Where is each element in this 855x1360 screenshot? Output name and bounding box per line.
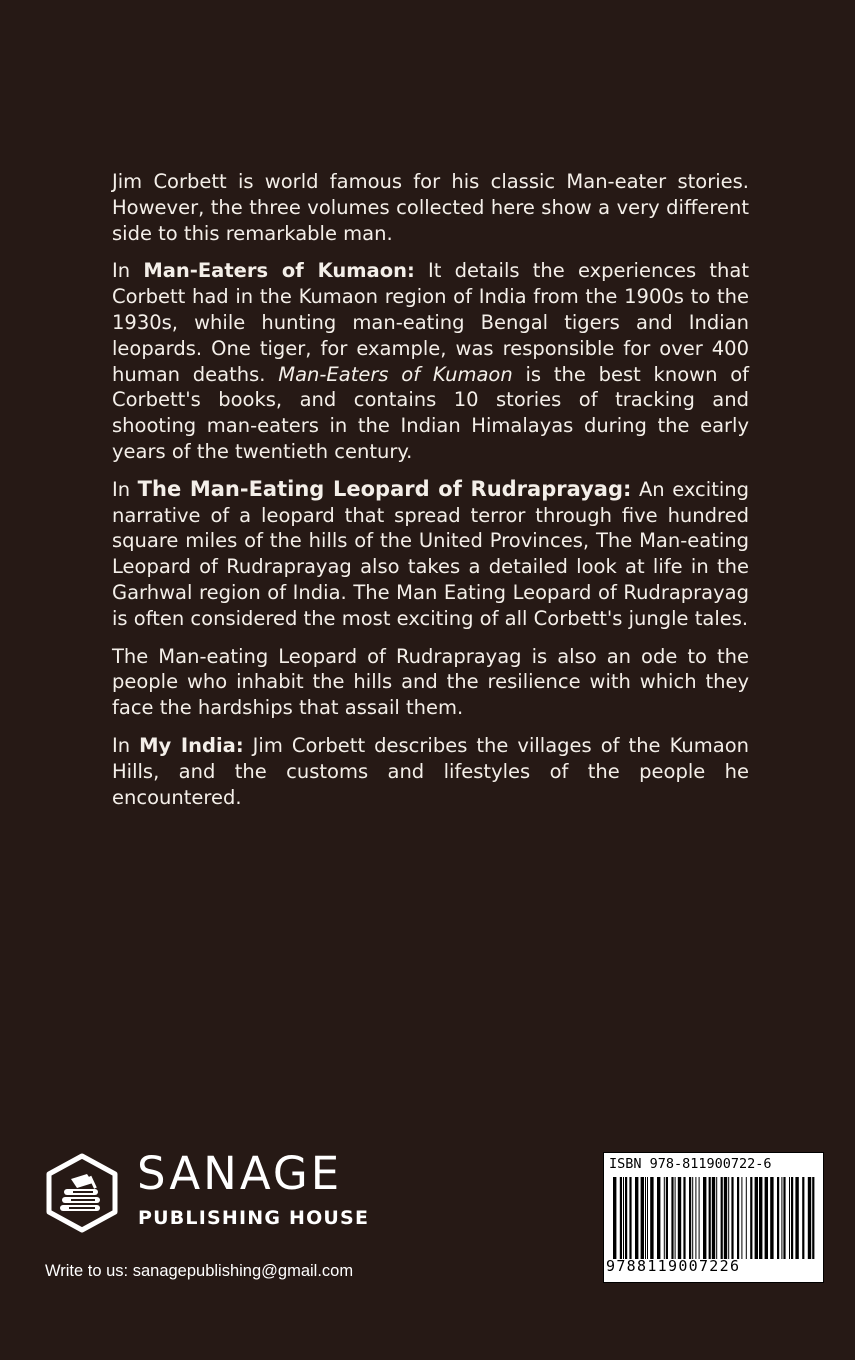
barcode-bar [695, 1177, 696, 1259]
publisher-subtitle: PUBLISHING HOUSE [138, 1207, 370, 1229]
blurb-paragraph-intro [112, 169, 749, 246]
book-title-rudraprayag: The Man-Eating Leopard of Rudraprayag: [137, 476, 632, 501]
barcode-bar [703, 1177, 706, 1259]
barcode-bar [699, 1177, 700, 1259]
barcode-bar [781, 1177, 782, 1259]
blurb-rudraprayag-prefix: In [112, 477, 138, 501]
barcode-bar [641, 1177, 644, 1259]
barcode-bar [657, 1177, 660, 1259]
barcode-bar [777, 1177, 779, 1259]
barcode-bar [625, 1177, 627, 1259]
publisher-name: SANAGE [137, 1147, 343, 1200]
blurb-kumaon-prefix: In [112, 259, 144, 283]
barcode-bar [664, 1177, 665, 1259]
barcode-bars [613, 1177, 816, 1259]
barcode-bar [613, 1177, 616, 1259]
barcode-bar [741, 1177, 742, 1259]
barcode-bar [671, 1177, 673, 1259]
barcode-bar [666, 1177, 668, 1259]
publisher-block [45, 1147, 385, 1235]
barcode-bar [724, 1177, 727, 1259]
barcode-bar [802, 1177, 804, 1259]
barcode-bar [645, 1177, 646, 1259]
barcode-bar [716, 1177, 717, 1259]
blurb-ode-text: The Man-eating Leopard of Rudraprayag is also an ode to the people who inhabit the hills and the resilience with which they face the hardships that assail them. [112, 644, 749, 720]
barcode-bar [650, 1177, 653, 1259]
blurb-paragraph-rudraprayag [112, 477, 749, 632]
barcode-bar [620, 1177, 622, 1259]
barcode-bar [765, 1177, 768, 1259]
book-title-italic-kumaon: Man-Eaters of Kumaon [278, 362, 513, 386]
blurb-kumaon-tail: is the best known of Corbett's books, and contains 10 stories of tracking and shooting man-eaters in the Indian Himalayas during the early years of the twentieth century. [112, 362, 749, 463]
barcode-bar [689, 1177, 691, 1259]
barcode-bar [746, 1177, 747, 1259]
book-title-my-india: My India: [139, 733, 244, 757]
barcode-bar [623, 1177, 624, 1259]
barcode-bar [675, 1177, 676, 1259]
barcode-bar [692, 1177, 693, 1259]
barcode-bar [783, 1177, 785, 1259]
blurb-rudraprayag-body: An exciting narrative of a leopard that spread terror through five hundred square miles of the hills of the United Provinces, The Man-eating Leopard of Rudraprayag also takes a detailed look at life in the Garhwal region of India. The Man Eating Leopard of Rudraprayag is often considered the most exciting of all Corbett's jungle tales. [112, 477, 749, 630]
barcode-bar [791, 1177, 793, 1259]
barcode-bar [789, 1177, 790, 1259]
barcode-bar [728, 1177, 729, 1259]
barcode-bar [629, 1177, 631, 1259]
isbn-label: ISBN 978-811900722-6 [609, 1156, 772, 1172]
barcode-bar [750, 1177, 752, 1259]
barcode-bar [759, 1177, 762, 1259]
contact-email: Write to us: sanagepublishing@gmail.com [45, 1262, 354, 1280]
back-cover-blurb [112, 169, 749, 822]
barcode-bar [812, 1177, 814, 1259]
barcode-bar [721, 1177, 723, 1259]
barcode-bar [709, 1177, 711, 1259]
barcode-bar [683, 1177, 685, 1259]
barcode-bar [635, 1177, 638, 1259]
barcode-bar [737, 1177, 739, 1259]
blurb-my-india-body: Jim Corbett describes the villages of the Kumaon Hills, and the customs and lifestyles of the people he encountered. [112, 733, 749, 809]
book-title-man-eaters-of-kumaon: Man-Eaters of Kumaon: [143, 259, 415, 283]
barcode-bar [731, 1177, 733, 1259]
barcode-bar [770, 1177, 773, 1259]
blurb-my-india-prefix: In [112, 733, 140, 757]
barcode-bar [808, 1177, 811, 1259]
isbn-barcode [603, 1152, 824, 1283]
barcode-digits: 9788119007226 [606, 1257, 741, 1275]
barcode-bar [647, 1177, 648, 1259]
barcode-bar [678, 1177, 681, 1259]
blurb-intro-text: Jim Corbett is world famous for his classic Man-eater stories. However, the three volumes collected here show a very different side to this remarkable man. [112, 170, 749, 245]
blurb-paragraph-ode [112, 644, 749, 721]
books-hexagon-icon [45, 1153, 119, 1233]
barcode-bar [712, 1177, 715, 1259]
blurb-kumaon-body: It details the experiences that Corbett had in the Kumaon region of India from the 1900s to the 1930s, while hunting man-eating Bengal tigers and Indian leopards. One tiger, for example, was responsible for over 400 human deaths. [112, 259, 749, 386]
barcode-bar [755, 1177, 758, 1259]
blurb-paragraph-my-india [112, 733, 749, 810]
barcode-bar [795, 1177, 798, 1259]
blurb-paragraph-kumaon [112, 258, 749, 464]
